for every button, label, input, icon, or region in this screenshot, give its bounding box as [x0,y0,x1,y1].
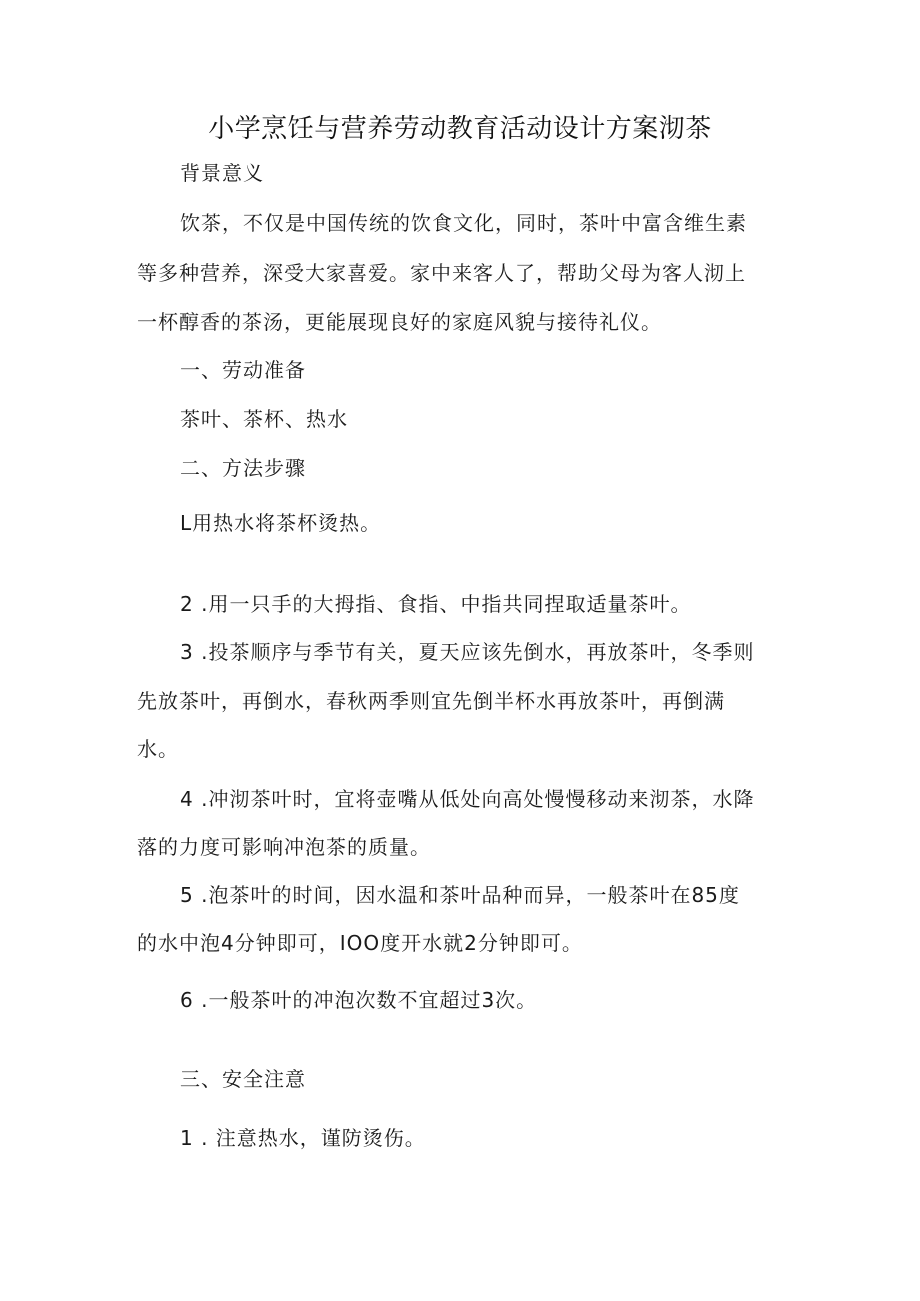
background-paragraph-line-3: 一杯醇香的茶汤，更能展现良好的家庭风貌与接待礼仪。 [137,310,662,334]
safety-item-1: 1 . 注意热水，谨防烫伤。 [180,1126,426,1150]
section-3-heading: 三、安全注意 [180,1067,306,1091]
step-3-line-1: 3 .投茶顺序与季节有关，夏天应该先倒水，再放茶叶，冬季则 [180,640,755,664]
section-1-heading: 一、劳动准备 [180,358,306,382]
step-5-line-1: 5 .泡茶叶的时间，因水温和茶叶品种而异，一般茶叶在85度 [180,883,740,907]
step-1: L用热水将茶杯烫热。 [180,511,382,535]
step-6: 6 .一般茶叶的冲泡次数不宜超过3次。 [180,988,538,1012]
background-paragraph-line-2: 等多种营养，深受大家喜爱。家中来客人了，帮助父母为客人沏上 [137,261,746,285]
document-title: 小学烹饪与营养劳动教育活动设计方案沏茶 [208,114,712,144]
step-4-line-2: 落的力度可影响冲泡茶的质量。 [137,835,431,859]
section-1-items: 茶叶、茶杯、热水 [180,407,348,431]
section-2-heading: 二、方法步骤 [180,456,306,480]
step-4-line-1: 4 .冲沏茶叶时，宜将壶嘴从低处向高处慢慢移动来沏茶，水降 [180,787,755,811]
step-2: 2 .用一只手的大拇指、食指、中指共同捏取适量茶叶。 [180,592,692,616]
step-5-line-2: 的水中泡4分钟即可，IOO度开水就2分钟即可。 [137,931,583,955]
background-heading: 背景意义 [180,161,264,185]
step-3-line-3: 水。 [137,737,179,761]
step-3-line-2: 先放茶叶，再倒水，春秋两季则宜先倒半杯水再放茶叶，再倒满 [137,689,725,713]
background-paragraph-line-1: 饮茶，不仅是中国传统的饮食文化，同时，茶叶中富含维生素 [180,211,747,235]
